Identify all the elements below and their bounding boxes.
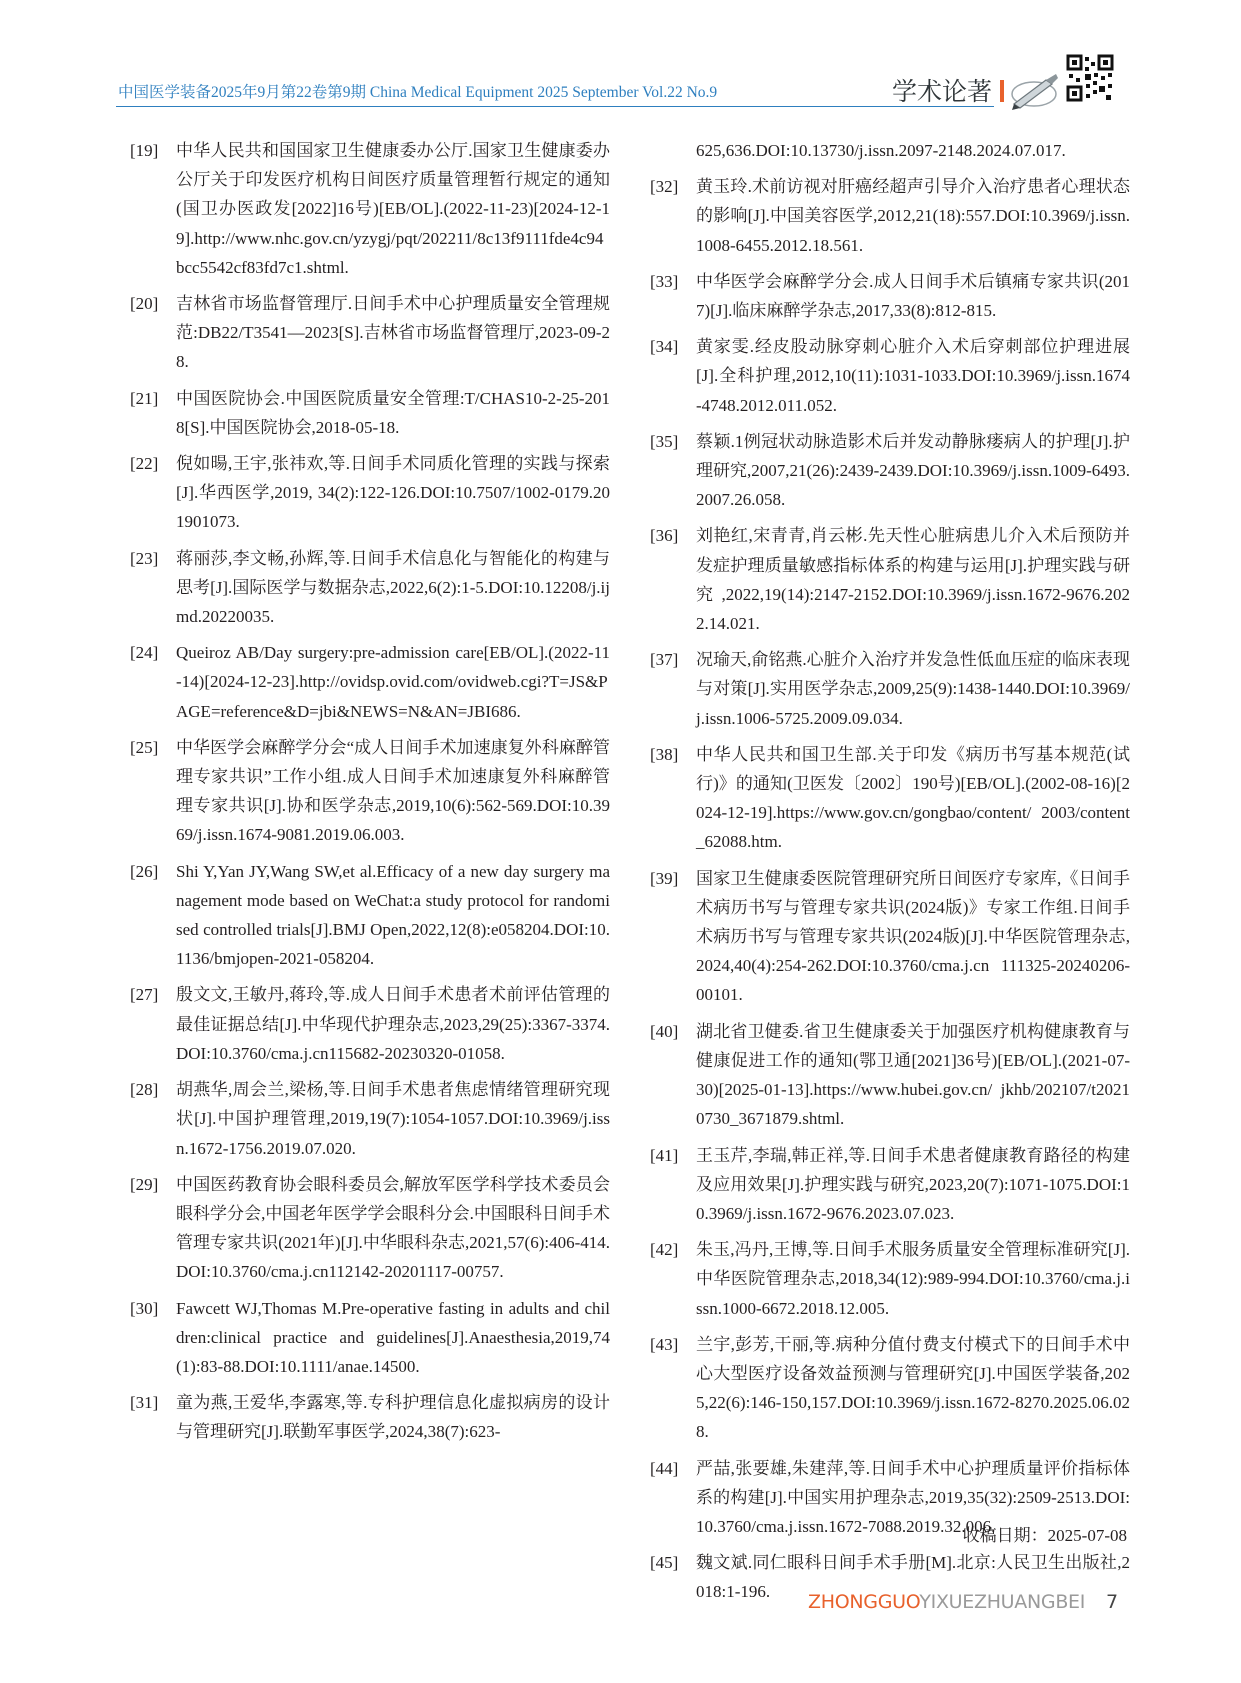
reference-text: 童为燕,王爱华,李露寒,等.专科护理信息化虚拟病房的设计与管理研究[J].联勤军事医学,2024,38(7):623-	[176, 1393, 610, 1442]
reference-text: 况瑜天,俞铭燕.心脏介入治疗并发急性低血压症的临床表现与对策[J].实用医学杂志,2009,25(9):1438-1440.DOI:10.3969/j.issn.1006-5725.2009.09.034.	[696, 650, 1130, 728]
page-header	[118, 78, 1123, 118]
reference-item	[650, 332, 1130, 420]
reference-item	[650, 1235, 1130, 1323]
reference-item	[130, 1388, 610, 1446]
reference-item	[130, 449, 610, 537]
reference-item	[650, 267, 1130, 325]
reference-number: [26]	[130, 861, 159, 881]
reference-item	[650, 521, 1130, 638]
reference-text: 中国医药教育协会眼科委员会,解放军医学科学技术委员会眼科学分会,中国老年医学学会眼科分会.中国眼科日间手术管理专家共识(2021年)[J].中华眼科杂志,2021,57(6):406-414.DOI:10.3760/cma.j.cn112142-20201117-00757.	[176, 1174, 610, 1282]
reference-text: Fawcett WJ,Thomas M.Pre-operative fasting in adults and children:clinical practice and guidelines[J].Anaesthesia,2019,74(1):83-88.DOI:10.1111/anae.14500.	[176, 1298, 610, 1376]
footer-brand-part1: ZHONGGUO	[808, 1591, 920, 1613]
reference-number: [21]	[130, 388, 159, 408]
reference-text: 黄玉玲.术前访视对肝癌经超声引导介入治疗患者心理状态的影响[J].中国美容医学,2012,21(18):557.DOI:10.3969/j.issn.1008-6455.2012.18.561.	[696, 177, 1130, 255]
reference-item	[130, 384, 610, 442]
reference-text: 中华人民共和国卫生部.关于印发《病历书写基本规范(试行)》的通知(卫医发〔2002〕190号)[EB/OL].(2002-08-16)[2024-12-19].https://www.gov.cn/gongbao/content/ 2003/content_62088.htm.	[696, 744, 1130, 852]
reference-item	[650, 1330, 1130, 1447]
reference-item	[130, 1170, 610, 1287]
reference-text: 朱玉,冯丹,王博,等.日间手术服务质量安全管理标准研究[J].中华医院管理杂志,2018,34(12):989-994.DOI:10.3760/cma.j.issn.1000-6672.2018.12.005.	[696, 1240, 1130, 1318]
reference-text: 魏文斌.同仁眼科日间手术手册[M].北京:人民卫生出版社,2018:1-196.	[696, 1553, 1130, 1602]
reference-number: [41]	[650, 1145, 679, 1165]
reference-number: [36]	[650, 526, 679, 546]
reference-text: 中国医院协会.中国医院质量安全管理:T/CHAS10-2-25-2018[S].中国医院协会,2018-05-18.	[176, 388, 610, 437]
reference-number: [38]	[650, 744, 679, 764]
reference-item	[650, 864, 1130, 1010]
reference-number: [27]	[130, 985, 159, 1005]
reference-text: Queiroz AB/Day surgery:pre-admission care[EB/OL].(2022-11-14)[2024-12-23].http://ovidsp.ovid.com/ovidweb.cgi?T=JS&PAGE=reference&D=jbi&NEWS=N&AN=JBI686.	[176, 643, 610, 721]
reference-number: [40]	[650, 1021, 679, 1041]
section-divider	[1000, 80, 1004, 102]
reference-number: [19]	[130, 141, 159, 160]
reference-text: 刘艳红,宋青青,肖云彬.先天性心脏病患儿介入术后预防并发症护理质量敏感指标体系的构建与运用[J].护理实践与研究,2022,19(14):2147-2152.DOI:10.3969/j.issn.1672-9676.2022.14.021.	[696, 526, 1130, 634]
reference-text: 湖北省卫健委.省卫生健康委关于加强医疗机构健康教育与健康促进工作的通知(鄂卫通[2021]36号)[EB/OL].(2021-07-30)[2025-01-13].https://www.hubei.gov.cn/ jkhb/202107/t20210730_3671879.shtml.	[696, 1021, 1130, 1129]
references-right-column	[650, 136, 1130, 1614]
reference-number: [44]	[650, 1458, 679, 1478]
reference-item	[130, 980, 610, 1068]
section-title: 学术论著	[892, 77, 993, 106]
reference-number: [28]	[130, 1080, 159, 1100]
reference-item	[650, 172, 1130, 260]
reference-text: 黄家雯.经皮股动脉穿刺心脏介入术后穿刺部位护理进展[J].全科护理,2012,10(11):1031-1033.DOI:10.3969/j.issn.1674-4748.2012.011.052.	[696, 337, 1130, 415]
reference-item	[130, 544, 610, 632]
reference-number: [22]	[130, 454, 159, 474]
received-date: 收稿日期：2025-07-08	[962, 1526, 1127, 1545]
page-number: 7	[1106, 1591, 1119, 1613]
reference-text: 胡燕华,周会兰,梁杨,等.日间手术患者焦虑情绪管理研究现状[J].中国护理管理,2019,19(7):1054-1057.DOI:10.3969/j.issn.1672-1756.2019.07.020.	[176, 1080, 610, 1158]
reference-text: 蔡颖.1例冠状动脉造影术后并发动静脉瘘病人的护理[J].护理研究,2007,21(26):2439-2439.DOI:10.3969/j.issn.1009-6493.2007.26.058.	[696, 431, 1130, 510]
footer-brand-part2: YIXUEZHUANGBEI	[919, 1591, 1086, 1613]
footer-brand	[808, 1591, 1085, 1613]
reference-number: [33]	[650, 271, 679, 291]
reference-text: 殷文文,王敏丹,蒋玲,等.成人日间手术患者术前评估管理的最佳证据总结[J].中华现代护理杂志,2023,29(25):3367-3374.DOI:10.3760/cma.j.cn115682-20230320-01058.	[176, 985, 610, 1063]
reference-number: [29]	[130, 1174, 159, 1194]
reference-text: 中华医学会麻醉学分会.成人日间手术后镇痛专家共识(2017)[J].临床麻醉学杂志,2017,33(8):812-815.	[696, 271, 1130, 321]
reference-item	[650, 645, 1130, 733]
reference-number: [32]	[650, 177, 679, 197]
reference-text: 兰宇,彭芳,干丽,等.病种分值付费支付模式下的日间手术中心大型医疗设备效益预测与管理研究[J].中国医学装备,2025,22(6):146-150,157.DOI:10.3969/j.issn.1672-8270.2025.06.028.	[696, 1334, 1130, 1442]
reference-text: 中华医学会麻醉学分会“成人日间手术加速康复外科麻醉管理专家共识”工作小组.成人日间手术加速康复外科麻醉管理专家共识[J].协和医学杂志,2019,10(6):562-569.DOI:10.3969/j.issn.1674-9081.2019.06.003.	[176, 737, 610, 845]
reference-item	[130, 638, 610, 726]
reference-item	[130, 136, 610, 282]
reference-item	[650, 427, 1130, 515]
reference-number: [37]	[650, 650, 679, 670]
reference-text: 国家卫生健康委医院管理研究所日间医疗专家库,《日间手术病历书写与管理专家共识(2024版)》专家工作组.日间手术病历书写与管理专家共识(2024版)[J].中华医院管理杂志,2024,40(4):254-262.DOI:10.3760/cma.j.cn 111325-20240206-00101.	[696, 868, 1130, 1005]
reference-text: 倪如暘,王宇,张祎欢,等.日间手术同质化管理的实践与探索[J].华西医学,2019, 34(2):122-126.DOI:10.7507/1002-0179.201901073.	[176, 454, 610, 532]
reference-continuation: 625,636.DOI:10.13730/j.issn.2097-2148.2024.07.017.	[696, 141, 1066, 160]
reference-item	[130, 733, 610, 850]
reference-number: [23]	[130, 548, 159, 568]
reference-item	[130, 1294, 610, 1382]
reference-text: Shi Y,Yan JY,Wang SW,et al.Efficacy of a new day surgery management mode based on WeChat:a study protocol for randomised controlled trials[J].BMJ Open,2022,12(8):e058204.DOI:10.1136/bmjopen-2021-058204.	[176, 861, 610, 969]
reference-number: [45]	[650, 1553, 679, 1573]
reference-number: [25]	[130, 737, 159, 757]
reference-number: [35]	[650, 431, 679, 451]
pen-icon	[1006, 70, 1062, 112]
reference-text: 蒋丽莎,李文畅,孙辉,等.日间手术信息化与智能化的构建与思考[J].国际医学与数据杂志,2022,6(2):1-5.DOI:10.12208/j.ijmd.20220035.	[176, 548, 610, 627]
reference-number: [43]	[650, 1334, 679, 1354]
reference-text: 王玉芹,李瑞,韩正祥,等.日间手术患者健康教育路径的构建及应用效果[J].护理实践与研究,2023,20(7):1071-1075.DOI:10.3969/j.issn.1672-9676.2023.07.023.	[696, 1145, 1130, 1223]
reference-number: [24]	[130, 643, 159, 663]
reference-number: [34]	[650, 337, 679, 357]
reference-item	[650, 1141, 1130, 1229]
reference-number: [30]	[130, 1298, 159, 1318]
reference-item	[650, 740, 1130, 857]
references-left-column	[130, 136, 610, 1454]
journal-info: 中国医学装备2025年9月第22卷第9期 China Medical Equipment 2025 September Vol.22 No.9	[118, 84, 718, 101]
reference-item	[130, 289, 610, 377]
reference-number: [39]	[650, 868, 679, 888]
reference-text: 中华人民共和国国家卫生健康委办公厅.国家卫生健康委办公厅关于印发医疗机构日间医疗质量管理暂行规定的通知(国卫办医政发[2022]16号)[EB/OL].(2022-11-23)[2024-12-19].http://www.nhc.gov.cn/yzygj/pqt/202211/8c13f9111fde4c94bcc5542cf83fd7c1.shtml.	[176, 141, 610, 277]
reference-item	[130, 1075, 610, 1163]
reference-number: [31]	[130, 1393, 159, 1413]
reference-text: 吉林省市场监督管理厅.日间手术中心护理质量安全管理规范:DB22/T3541—2023[S].吉林省市场监督管理厅,2023-09-28.	[176, 294, 610, 372]
reference-number: [42]	[650, 1240, 679, 1260]
qr-code-icon	[1066, 54, 1114, 102]
reference-text: 严喆,张要雄,朱建萍,等.日间手术中心护理质量评价指标体系的构建[J].中国实用护理杂志,2019,35(32):2509-2513.DOI:10.3760/cma.j.issn.1672-7088.2019.32.006.	[696, 1458, 1130, 1536]
reference-item	[130, 857, 610, 974]
reference-number: [20]	[130, 294, 159, 314]
reference-item	[650, 1017, 1130, 1134]
header-rule	[116, 106, 994, 107]
